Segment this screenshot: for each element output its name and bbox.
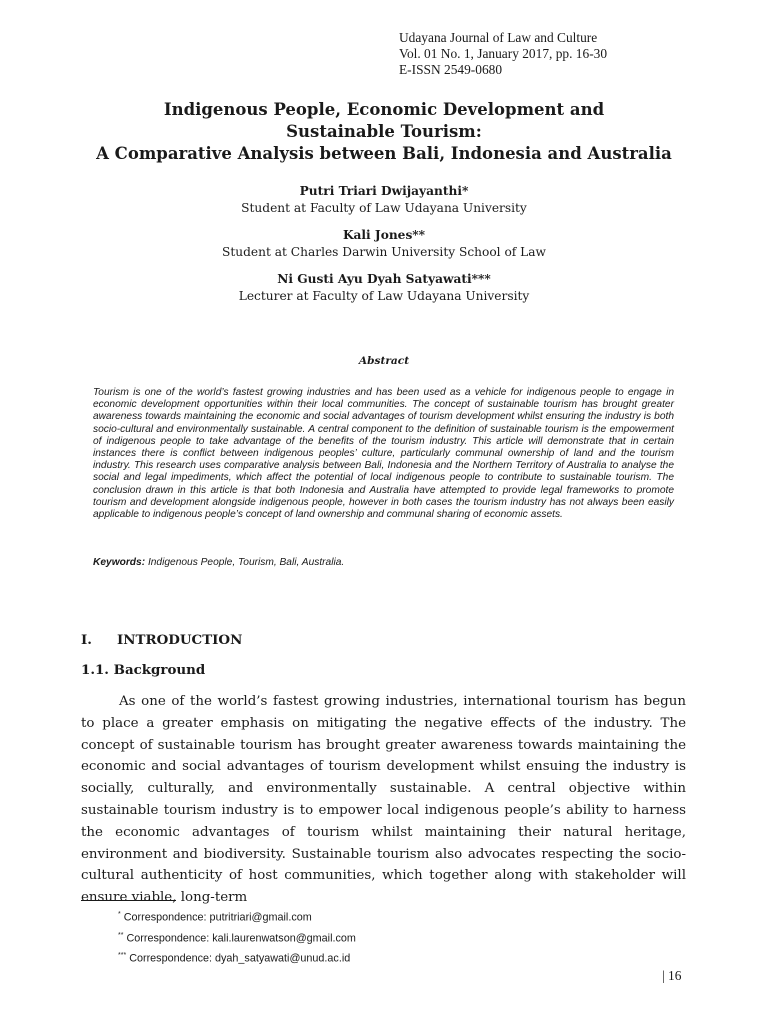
abstract-heading: Abstract [358, 355, 410, 367]
abstract-text: Tourism is one of the world’s fastest growing industries and has been used as a vehicle for indigenous people to engage in economic development opportunities within their local communities. The concept of sustainable tourism has brought greater awareness towards maintaining the economic and social advantages of tourism development whilst ensuring the industry is both socio-cultural and environmentally sustainable. A central component to the definition of sustainable tourism is the empowerment of indigenous people to take advantage of the benefits of the tourism industry. This article will demonstrate that in certain instances there is conflict between indigenous peoples’ culture, particularly communal ownership of land and the tourism industry. This research uses comparative analysis between Bali, Indonesia and the Northern Territory of Australia to analyse the social and legal impediments, which affect the potential of local indigenous people to contribute to sustainable tourism. The conclusion drawn in this article is that both Indonesia and Australia have attempted to provide legal frameworks to promote tourism and development alongside indigenous people, however in both cases the tourism industry has not always been easily applicable to indigenous people’s concept of land ownership and communal sharing of economic assets. [93, 387, 674, 521]
author-affiliation: Student at Faculty of Law Udayana University [241, 201, 527, 215]
keywords-text: Indigenous People, Tourism, Bali, Australia. [147, 557, 345, 568]
footnote-text: Correspondence: kali.laurenwatson@gmail.com [126, 932, 356, 945]
subsection-heading: 1.1. Background [81, 662, 206, 678]
author-2 [40, 227, 728, 261]
footnote-1 [118, 906, 356, 927]
journal-volume: Vol. 01 No. 1, January 2017, pp. 16-30 [399, 46, 608, 61]
footnote-mark: * [118, 911, 121, 918]
author-name: Kali Jones** [342, 228, 426, 242]
journal-issn: E-ISSN 2549-0680 [399, 62, 503, 77]
journal-header [399, 30, 607, 78]
author-name: Ni Gusti Ayu Dyah Satyawati*** [277, 272, 491, 286]
footnote-3 [118, 947, 356, 968]
author-name: Putri Triari Dwijayanthi* [299, 184, 469, 198]
author-affiliation: Lecturer at Faculty of Law Udayana University [238, 289, 530, 303]
section-title: INTRODUCTION [117, 632, 243, 648]
footnote-text: Correspondence: dyah_satyawati@unud.ac.id [129, 952, 351, 965]
author-1 [40, 183, 728, 217]
title-line-2: Sustainable Tourism: [286, 122, 482, 141]
footnote-divider [81, 900, 176, 901]
title-line-1: Indigenous People, Economic Development and [163, 100, 605, 119]
keywords-label: Keywords: [93, 557, 146, 568]
footnotes [118, 906, 356, 968]
footnote-mark: ** [118, 931, 124, 939]
keywords [93, 557, 344, 568]
journal-name: Udayana Journal of Law and Culture [399, 30, 598, 45]
author-3 [40, 271, 728, 305]
author-affiliation: Student at Charles Darwin University School of Law [222, 245, 546, 259]
footnote-mark: *** [118, 952, 127, 960]
section-number: I. [81, 632, 92, 648]
page-number: | 16 [662, 968, 682, 983]
body-paragraph: As one of the world’s fastest growing industries, international tourism has begun to place a greater emphasis on mitigating the negative effects of the industry. The concept of sustainable tourism has brought greater awareness towards maintaining the economic and social advantages of tourism development whilst ensuing the industry is socially, culturally, and environmentally sustainable. A central objective within sustainable tourism industry is to empower local indigenous people’s ability to harness the economic advantages of tourism whilst maintaining their natural heritage, environment and biodiversity. Sustainable tourism also advocates respecting the socio-cultural authenticity of host communities, which together along with stakeholder will ensure viable, long-term [81, 694, 686, 906]
footnote-text: Correspondence: putritriari@gmail.com [123, 911, 312, 924]
section-heading [81, 632, 242, 648]
paper-title [40, 99, 728, 165]
title-line-3: A Comparative Analysis between Bali, Indonesia and Australia [96, 144, 672, 163]
footnote-2 [118, 927, 356, 948]
